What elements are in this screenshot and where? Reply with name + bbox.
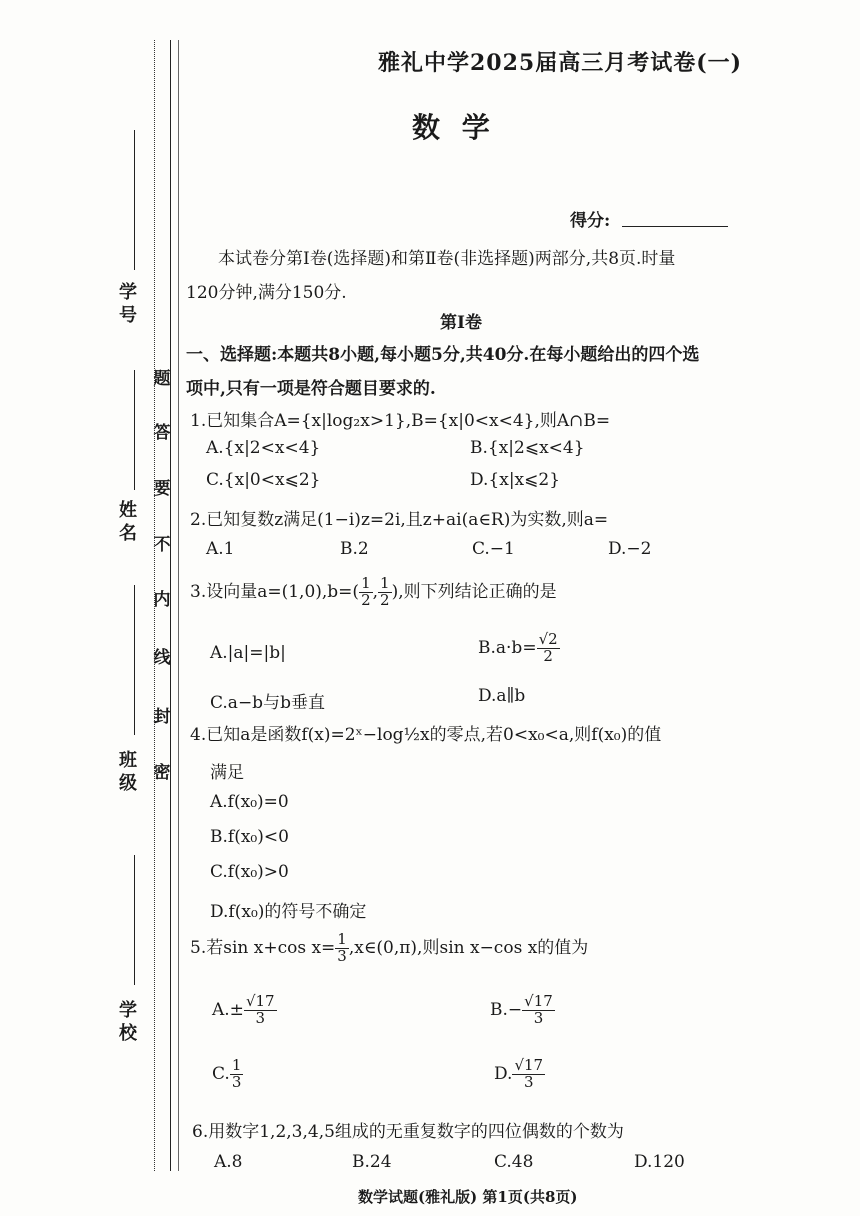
question-6-stem: 6.用数字1,2,3,4,5组成的无重复数字的四位偶数的个数为 — [192, 1122, 624, 1142]
q2-option-a[interactable]: A.1 — [206, 539, 235, 559]
seal-char: 线 — [153, 648, 171, 668]
denominator: 3 — [533, 1008, 544, 1027]
q5-option-a[interactable] — [212, 994, 277, 1027]
seal-char: 不 — [153, 535, 171, 555]
section1-line-2: 项中,只有一项是符合题目要求的. — [186, 379, 436, 399]
q1-option-b[interactable]: B.{x|2⩽x<4} — [470, 438, 585, 458]
question-1-stem: 1.已知集合A={x|log₂x>1},B={x|0<x<4},则A∩B= — [190, 411, 611, 431]
q4-option-c[interactable]: C.f(x₀)>0 — [210, 862, 289, 882]
q1-option-a[interactable]: A.{x|2<x<4} — [206, 438, 321, 458]
numerator: 1 — [231, 1056, 242, 1074]
question-4-stem: 4.已知a是函数f(x)=2ˣ−log½x的零点,若0<x₀<a,则f(x₀)的值 — [190, 725, 662, 745]
denominator: 2 — [380, 590, 390, 609]
label-char: 姓名 — [119, 500, 137, 544]
score-field[interactable] — [622, 226, 728, 227]
q2-option-c[interactable]: C.−1 — [472, 539, 515, 559]
label-char: 班级 — [119, 750, 137, 794]
fraction — [378, 576, 392, 609]
q5-stem-part-b: ,x∈(0,π),则sin x−cos x的值为 — [348, 937, 589, 958]
question-3-stem: 3.设向量a=(1,0),b=( $\frac{1}{2}$ , $\frac{1}{2}$ ),则下列结论正确的是 — [190, 574, 557, 609]
exam-title: 雅礼中学2025届高三月考试卷(一) — [378, 50, 743, 76]
student-number-label — [118, 282, 138, 327]
q5-a-prefix: A.± — [212, 999, 244, 1020]
margin-outer-line — [178, 40, 179, 1171]
numerator: 1 — [337, 930, 347, 948]
intro-line-1: 本试卷分第Ⅰ卷(选择题)和第Ⅱ卷(非选择题)两部分,共8页.时量 — [218, 249, 676, 269]
denominator: 3 — [231, 1072, 242, 1091]
denominator: 2 — [543, 646, 553, 665]
denominator: 2 — [361, 590, 371, 609]
student-name-label — [118, 500, 138, 545]
seal-char: 密 — [153, 763, 171, 783]
q3-option-b[interactable] — [478, 632, 560, 665]
seal-char: 答 — [153, 423, 171, 443]
fraction — [522, 994, 555, 1027]
q2-option-b[interactable]: B.2 — [340, 539, 369, 559]
q4-option-a[interactable]: A.f(x₀)=0 — [210, 792, 289, 812]
q6-option-d[interactable]: D.120 — [634, 1152, 685, 1172]
q3-b-prefix: B.a·b= — [478, 637, 537, 658]
q6-option-a[interactable]: A.8 — [214, 1152, 243, 1172]
q2-option-d[interactable]: D.−2 — [608, 539, 652, 559]
q3-stem-part-b: ),则下列结论正确的是 — [391, 581, 557, 602]
q3-stem-part-a: 3.设向量a=(1,0),b=( — [190, 581, 360, 602]
q5-option-d[interactable] — [494, 1058, 545, 1091]
score-label: 得分: — [570, 211, 611, 231]
school-label — [118, 1000, 138, 1045]
numerator: 1 — [380, 574, 390, 592]
question-5-stem — [190, 932, 588, 965]
class-label — [118, 750, 138, 795]
page-footer: 数学试题(雅礼版) 第1页(共8页) — [358, 1188, 578, 1206]
fraction — [537, 632, 560, 665]
q1-option-d[interactable]: D.{x|x⩽2} — [470, 470, 561, 490]
q5-c-prefix: C. — [212, 1063, 230, 1084]
label-char: 学号 — [119, 282, 137, 326]
q4-option-d[interactable]: D.f(x₀)的符号不确定 — [210, 902, 367, 922]
seal-char: 题 — [153, 369, 171, 389]
q5-option-c[interactable] — [212, 1058, 243, 1091]
school-field[interactable] — [134, 855, 135, 985]
q4-option-b[interactable]: B.f(x₀)<0 — [210, 827, 289, 847]
part1-title: 第Ⅰ卷 — [440, 313, 482, 333]
seal-char: 封 — [153, 707, 171, 727]
denominator: 3 — [523, 1072, 534, 1091]
question-4-stem-2: 满足 — [210, 763, 244, 783]
numerator: √2 — [538, 630, 558, 648]
q3-option-c[interactable]: C.a−b与b垂直 — [210, 693, 325, 713]
numerator: √17 — [524, 992, 553, 1010]
fraction — [244, 994, 277, 1027]
denominator: 3 — [255, 1008, 266, 1027]
fraction — [512, 1058, 545, 1091]
q3-option-a[interactable]: A.|a|=|b| — [210, 643, 286, 663]
fraction — [359, 576, 373, 609]
q6-option-c[interactable]: C.48 — [494, 1152, 534, 1172]
student-number-field[interactable] — [134, 130, 135, 270]
intro-line-2: 120分钟,满分150分. — [186, 283, 347, 303]
question-2-stem: 2.已知复数z满足(1−i)z=2i,且z+ai(a∈R)为实数,则a= — [190, 510, 609, 530]
q3-option-d[interactable]: D.a∥b — [478, 686, 526, 706]
q5-stem-part-a: 5.若sin x+cos x= — [190, 937, 336, 958]
q5-d-prefix: D. — [494, 1063, 513, 1084]
numerator: √17 — [514, 1056, 544, 1074]
label-char: 学校 — [119, 1000, 137, 1044]
seal-char: 内 — [153, 590, 171, 610]
student-name-field[interactable] — [134, 370, 135, 490]
fraction — [230, 1058, 244, 1091]
numerator: 1 — [361, 574, 371, 592]
subject-title: 数 学 — [412, 111, 496, 144]
section1-line-1: 一、选择题:本题共8小题,每小题5分,共40分.在每小题给出的四个选 — [186, 345, 700, 365]
q6-option-b[interactable]: B.24 — [352, 1152, 392, 1172]
q5-option-b[interactable] — [490, 994, 555, 1027]
class-field[interactable] — [134, 585, 135, 735]
denominator: 3 — [337, 946, 347, 965]
numerator: √17 — [245, 992, 275, 1010]
seal-char: 要 — [153, 479, 171, 499]
q5-b-prefix: B.− — [490, 999, 523, 1020]
q1-option-c[interactable]: C.{x|0<x⩽2} — [206, 470, 321, 490]
fraction — [335, 932, 349, 965]
